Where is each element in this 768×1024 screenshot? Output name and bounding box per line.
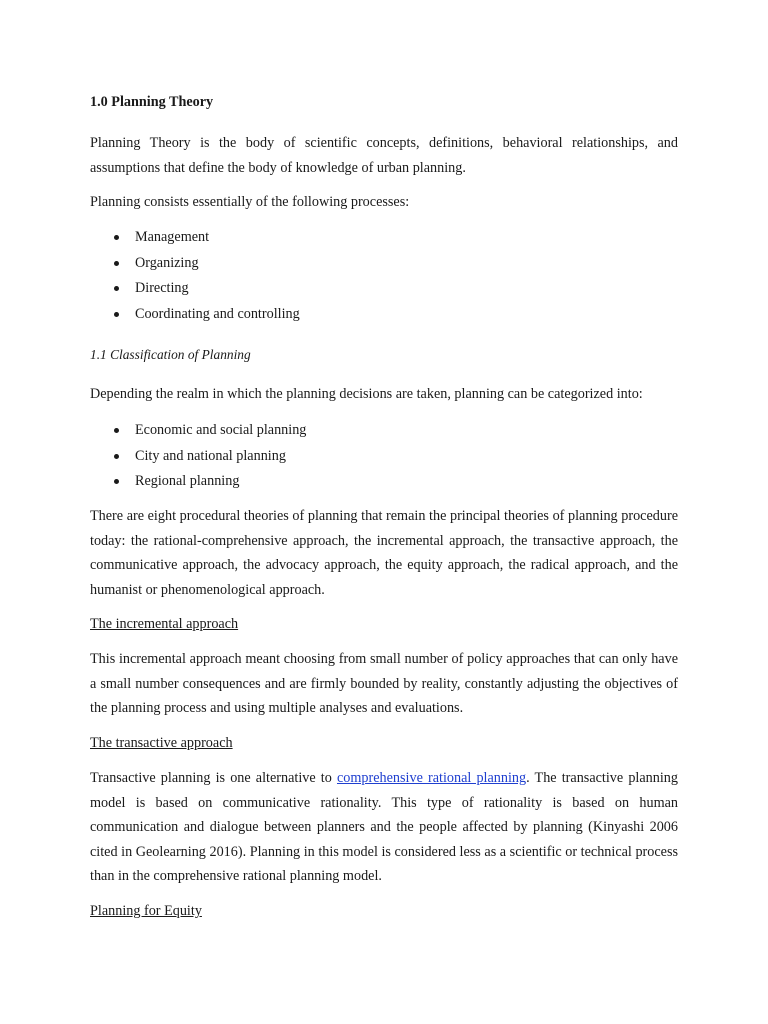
- incremental-heading: The incremental approach: [90, 616, 239, 632]
- incremental-paragraph: This incremental approach meant choosing from small number of policy approaches that can only have a small number consequences and are firmly bounded by reality, constantly adjusting the objectives of the planning process and using multiple analyses and evaluations.: [90, 651, 678, 717]
- list-item: Coordinating and controlling: [90, 302, 300, 328]
- theories-paragraph: There are eight procedural theories of planning that remain the principal theories of planning procedure today: the rational-comprehensive approach, the incremental approach, the transactive approach, the communicative approach, the advocacy approach, the equity approach, the radical approach, and the humanist or phenomenological approach.: [90, 508, 678, 598]
- processes-list: [90, 225, 300, 327]
- transactive-text-start: Transactive planning is one alternative to: [90, 770, 337, 786]
- transactive-heading: The transactive approach: [90, 735, 233, 751]
- classification-intro: Depending the realm in which the planning decisions are taken, planning can be categorized into:: [90, 386, 643, 402]
- list-item: Directing: [90, 276, 300, 302]
- list-item: City and national planning: [90, 444, 306, 470]
- list-item: Management: [90, 225, 300, 251]
- list-item: Economic and social planning: [90, 418, 306, 444]
- intro-paragraph: Planning Theory is the body of scientific concepts, definitions, behavioral relationships, and assumptions that define the body of knowledge of urban planning.: [90, 135, 678, 176]
- subsection-heading: 1.1 Classification of Planning: [90, 347, 251, 362]
- comprehensive-rational-planning-link[interactable]: comprehensive rational planning: [336, 770, 527, 786]
- transactive-paragraph: [90, 766, 678, 889]
- classification-list: [90, 418, 306, 495]
- list-item: Organizing: [90, 251, 300, 277]
- equity-heading: Planning for Equity: [90, 903, 202, 919]
- processes-intro: Planning consists essentially of the following processes:: [90, 194, 410, 210]
- transactive-text-end: . The transactive planning model is based on communicative rationality. This type of rationality is based on human communication and dialogue between planners and the people affected by planning (Kinyashi 2006 cited in Geolearning 2016). Planning in this model is considered less as a scientific or technical process than in the comprehensive rational planning model.: [90, 770, 678, 885]
- section-heading: 1.0 Planning Theory: [90, 94, 214, 110]
- list-item: Regional planning: [90, 469, 306, 495]
